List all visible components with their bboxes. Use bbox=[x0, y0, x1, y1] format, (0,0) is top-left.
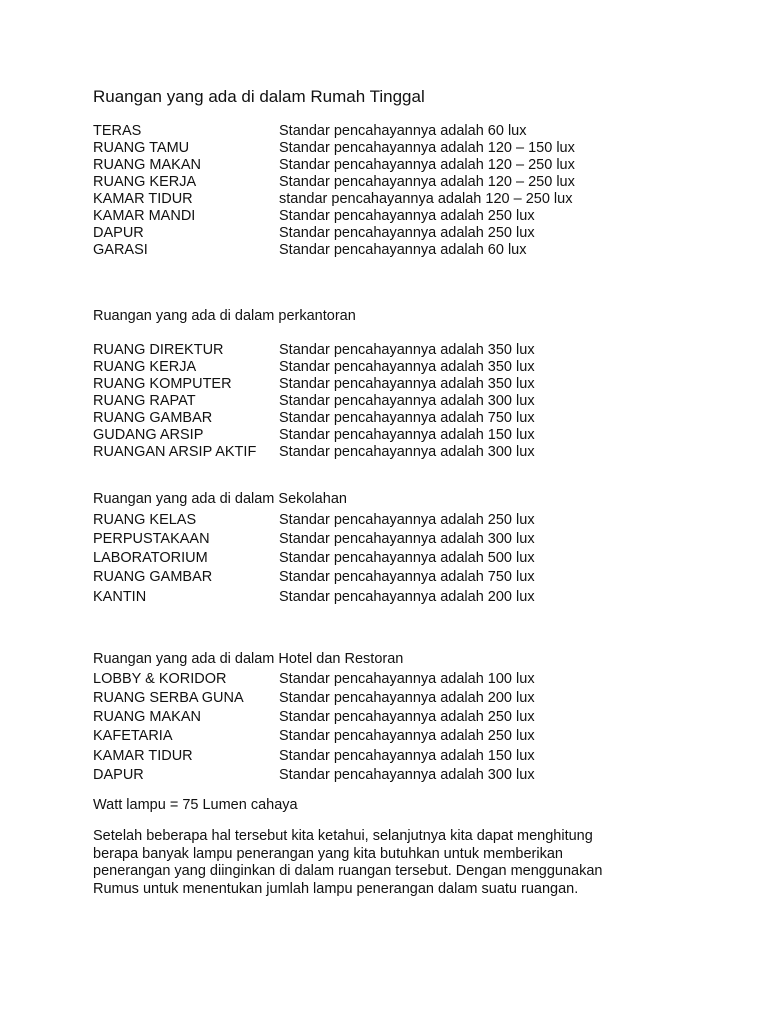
room-name: TERAS bbox=[93, 123, 142, 139]
lighting-standard: Standar pencahayannya adalah 500 lux bbox=[279, 550, 535, 566]
room-name: LABORATORIUM bbox=[93, 550, 208, 566]
lighting-standard: Standar pencahayannya adalah 60 lux bbox=[279, 123, 527, 139]
room-name: GARASI bbox=[93, 242, 148, 258]
lighting-standard: Standar pencahayannya adalah 300 lux bbox=[279, 393, 535, 409]
room-row bbox=[93, 410, 653, 427]
room-row bbox=[93, 767, 653, 784]
lighting-standard: Standar pencahayannya adalah 350 lux bbox=[279, 359, 535, 375]
room-name: RUANG KELAS bbox=[93, 512, 197, 528]
paragraph-line: Rumus untuk menentukan jumlah lampu penerangan dalam suatu ruangan. bbox=[93, 880, 579, 897]
paragraph-line: penerangan yang diinginkan di dalam ruangan tersebut. Dengan menggunakan bbox=[93, 863, 603, 880]
room-row bbox=[93, 225, 653, 242]
room-row bbox=[93, 191, 653, 208]
room-row bbox=[93, 208, 653, 225]
lighting-standard: standar pencahayannya adalah 120 – 250 lux bbox=[279, 191, 573, 207]
lighting-standard: Standar pencahayannya adalah 250 lux bbox=[279, 728, 535, 744]
room-row bbox=[93, 393, 653, 410]
lighting-standard: Standar pencahayannya adalah 150 lux bbox=[279, 748, 535, 764]
lighting-standard: Standar pencahayannya adalah 120 – 250 lux bbox=[279, 157, 575, 173]
lighting-standard: Standar pencahayannya adalah 300 lux bbox=[279, 531, 535, 547]
lighting-standard: Standar pencahayannya adalah 250 lux bbox=[279, 208, 535, 224]
room-row bbox=[93, 569, 653, 586]
room-row bbox=[93, 427, 653, 444]
lighting-standard: Standar pencahayannya adalah 300 lux bbox=[279, 444, 535, 460]
room-name: RUANG RAPAT bbox=[93, 393, 196, 409]
explanation-paragraph bbox=[93, 828, 653, 898]
lighting-standard: Standar pencahayannya adalah 750 lux bbox=[279, 410, 535, 426]
room-row bbox=[93, 174, 653, 191]
section-heading: Ruangan yang ada di dalam Hotel dan Restoran bbox=[93, 651, 404, 667]
lighting-standard: Standar pencahayannya adalah 200 lux bbox=[279, 589, 535, 605]
section-heading: Ruangan yang ada di dalam Sekolahan bbox=[93, 491, 347, 507]
room-name: RUANG MAKAN bbox=[93, 709, 201, 725]
lighting-standard: Standar pencahayannya adalah 750 lux bbox=[279, 569, 535, 585]
room-row bbox=[93, 512, 653, 529]
lighting-standard: Standar pencahayannya adalah 60 lux bbox=[279, 242, 527, 258]
room-name: RUANG MAKAN bbox=[93, 157, 201, 173]
room-row bbox=[93, 589, 653, 606]
room-name: KAMAR MANDI bbox=[93, 208, 196, 224]
room-row bbox=[93, 376, 653, 393]
room-row bbox=[93, 359, 653, 376]
paragraph-line: Setelah beberapa hal tersebut kita ketahui, selanjutnya kita dapat menghitung bbox=[93, 828, 593, 844]
lighting-standard: Standar pencahayannya adalah 350 lux bbox=[279, 342, 535, 358]
lighting-standard: Standar pencahayannya adalah 250 lux bbox=[279, 709, 535, 725]
section-heading: Ruangan yang ada di dalam perkantoran bbox=[93, 308, 356, 324]
lighting-standard: Standar pencahayannya adalah 120 – 150 lux bbox=[279, 140, 575, 156]
room-row bbox=[93, 690, 653, 707]
lighting-standard: Standar pencahayannya adalah 150 lux bbox=[279, 427, 535, 443]
room-row bbox=[93, 531, 653, 548]
room-name: KAMAR TIDUR bbox=[93, 191, 193, 207]
room-row bbox=[93, 140, 653, 157]
room-row bbox=[93, 342, 653, 359]
room-name: RUANG GAMBAR bbox=[93, 410, 213, 426]
paragraph-line: berapa banyak lampu penerangan yang kita butuhkan untuk memberikan bbox=[93, 845, 563, 862]
room-row bbox=[93, 728, 653, 745]
lighting-standard: Standar pencahayannya adalah 350 lux bbox=[279, 376, 535, 392]
room-name: KANTIN bbox=[93, 589, 147, 605]
room-name: GUDANG ARSIP bbox=[93, 427, 204, 443]
room-name: KAMAR TIDUR bbox=[93, 748, 193, 764]
room-name: LOBBY & KORIDOR bbox=[93, 671, 227, 687]
room-name: DAPUR bbox=[93, 767, 144, 783]
room-name: RUANG KERJA bbox=[93, 174, 197, 190]
room-row bbox=[93, 748, 653, 765]
room-row bbox=[93, 444, 653, 461]
lighting-standard: Standar pencahayannya adalah 250 lux bbox=[279, 512, 535, 528]
room-name: RUANGAN ARSIP AKTIF bbox=[93, 444, 257, 460]
room-name: RUANG DIREKTUR bbox=[93, 342, 224, 358]
room-name: DAPUR bbox=[93, 225, 144, 241]
lighting-standard: Standar pencahayannya adalah 250 lux bbox=[279, 225, 535, 241]
room-name: PERPUSTAKAAN bbox=[93, 531, 210, 547]
room-row bbox=[93, 157, 653, 174]
room-row bbox=[93, 550, 653, 567]
room-row bbox=[93, 709, 653, 726]
lighting-standard: Standar pencahayannya adalah 120 – 250 lux bbox=[279, 174, 575, 190]
lumen-note: Watt lampu = 75 Lumen cahaya bbox=[93, 797, 298, 813]
room-name: RUANG TAMU bbox=[93, 140, 190, 156]
document-title: Ruangan yang ada di dalam Rumah Tinggal bbox=[93, 87, 425, 106]
lighting-standard: Standar pencahayannya adalah 300 lux bbox=[279, 767, 535, 783]
room-name: KAFETARIA bbox=[93, 728, 173, 744]
room-name: RUANG KOMPUTER bbox=[93, 376, 232, 392]
room-name: RUANG GAMBAR bbox=[93, 569, 213, 585]
room-row bbox=[93, 242, 653, 259]
lighting-standard: Standar pencahayannya adalah 200 lux bbox=[279, 690, 535, 706]
room-row bbox=[93, 671, 653, 688]
room-name: RUANG SERBA GUNA bbox=[93, 690, 244, 706]
room-row bbox=[93, 123, 653, 140]
room-name: RUANG KERJA bbox=[93, 359, 197, 375]
lighting-standard: Standar pencahayannya adalah 100 lux bbox=[279, 671, 535, 687]
